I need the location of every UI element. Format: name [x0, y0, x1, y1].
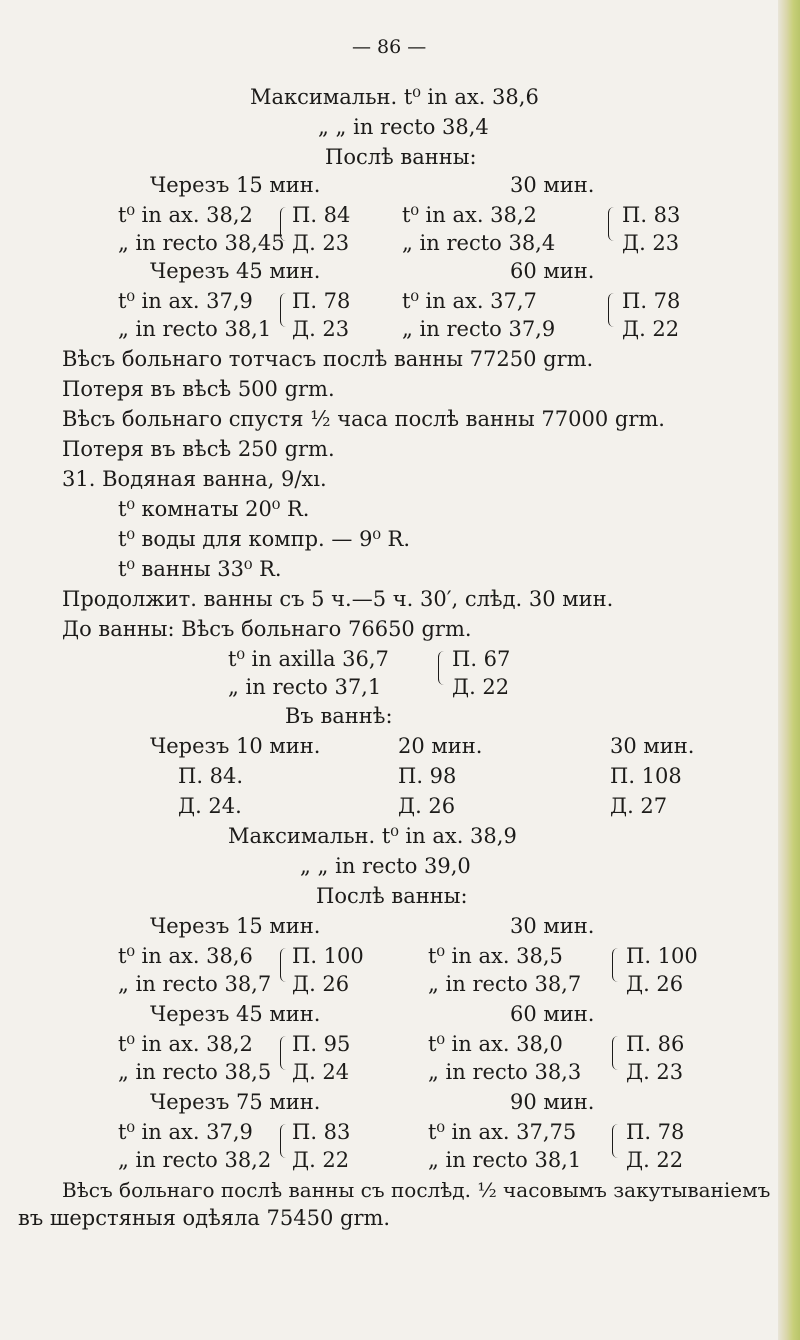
respiration: Д. 26	[626, 972, 684, 996]
text-line: въ шерстяныя одѣяла 75450 grm.	[18, 1206, 391, 1230]
pulse: П. 83	[622, 203, 681, 227]
respiration: Д. 22	[292, 1148, 350, 1172]
respiration: Д. 23	[292, 317, 350, 341]
temp-recto: „ in recto 38,3	[428, 1060, 582, 1084]
pulse: П. 78	[292, 289, 351, 313]
respiration: Д. 24	[292, 1060, 350, 1084]
brace	[608, 207, 614, 241]
col1-heading: Черезъ 15 мин.	[150, 914, 321, 938]
col2-heading: 30 мин.	[510, 914, 595, 938]
pulse: П. 100	[292, 944, 364, 968]
temp-axilla: t⁰ in ах. 38,2	[402, 203, 537, 227]
temp-recto: „ in recto 37,9	[402, 317, 556, 341]
temp-recto: „ in recto 38,45	[118, 231, 285, 255]
in-bath-heading: Въ ваннѣ:	[285, 704, 393, 728]
respiration: Д. 23	[622, 231, 680, 255]
case-heading: 31. Водяная ванна, 9/xı.	[62, 467, 327, 491]
brace	[438, 651, 444, 685]
temp-axilla: t⁰ in ах. 37,75	[428, 1120, 577, 1144]
brace	[612, 1124, 618, 1158]
text-line: Потеря въ вѣсѣ 500 grm.	[62, 377, 335, 401]
temp-recto: „ in recto 38,5	[118, 1060, 272, 1084]
text-line: Вѣсъ больнаго спустя ½ часа послѣ ванны 77000 grm.	[62, 407, 665, 431]
pulse: П. 83	[292, 1120, 351, 1144]
col2-heading: 60 мин.	[510, 259, 595, 283]
temp-recto: „ in recto 37,1	[228, 675, 382, 699]
text-line: Продолжит. ванны съ 5 ч.—5 ч. 30′, слѣд. 30 мин.	[62, 587, 614, 611]
pulse: П. 84.	[178, 764, 244, 788]
pulse: П. 98	[398, 764, 457, 788]
temp-recto: „ in recto 38,1	[118, 317, 272, 341]
pulse: П. 67	[452, 647, 511, 671]
temp-recto: „ in recto 38,7	[118, 972, 272, 996]
temp-recto: „ in recto 38,2	[118, 1148, 272, 1172]
max-temp-axilla: Максимальн. t⁰ in ах. 38,6	[250, 85, 539, 109]
brace	[612, 948, 618, 982]
pulse: П. 100	[626, 944, 698, 968]
brace	[280, 1124, 286, 1158]
max-temp-recto: „ „ in recto 38,4	[318, 115, 489, 139]
temp-axilla: t⁰ in axilla 36,7	[228, 647, 389, 671]
max-temp-recto: „ „ in recto 39,0	[300, 854, 471, 878]
col1-heading: Черезъ 45 мин.	[150, 1002, 321, 1026]
pulse: П. 78	[622, 289, 681, 313]
text-line: t⁰ воды для компр. — 9⁰ R.	[118, 527, 411, 551]
temp-axilla: t⁰ in ах. 38,2	[118, 1032, 253, 1056]
pulse: П. 78	[626, 1120, 685, 1144]
col1-heading: Черезъ 45 мин.	[150, 259, 321, 283]
pulse: П. 84	[292, 203, 351, 227]
pulse: П. 95	[292, 1032, 351, 1056]
respiration: Д. 22	[626, 1148, 684, 1172]
col2-heading: 30 мин.	[510, 173, 595, 197]
pulse: П. 86	[626, 1032, 685, 1056]
temp-axilla: t⁰ in ах. 37,9	[118, 1120, 253, 1144]
col1-heading: Черезъ 75 мин.	[150, 1090, 321, 1114]
text-line: Потеря въ вѣсѣ 250 grm.	[62, 437, 335, 461]
respiration: Д. 26	[398, 794, 456, 818]
col1-heading: Черезъ 15 мин.	[150, 173, 321, 197]
after-bath-heading: Послѣ ванны:	[316, 884, 468, 908]
pulse: П. 108	[610, 764, 682, 788]
col2-heading: 90 мин.	[510, 1090, 595, 1114]
col3-heading: 30 мин.	[610, 734, 695, 758]
text-line: Вѣсъ больнаго послѣ ванны съ послѣд. ½ часовымъ закутываніемъ	[62, 1178, 771, 1202]
respiration: Д. 26	[292, 972, 350, 996]
temp-recto: „ in recto 38,1	[428, 1148, 582, 1172]
col2-heading: 60 мин.	[510, 1002, 595, 1026]
temp-recto: „ in recto 38,7	[428, 972, 582, 996]
max-temp-axilla: Максимальн. t⁰ in ах. 38,9	[228, 824, 517, 848]
brace	[280, 948, 286, 982]
col2-heading: 20 мин.	[398, 734, 483, 758]
page-number: — 86 —	[352, 36, 427, 58]
temp-axilla: t⁰ in ах. 38,0	[428, 1032, 563, 1056]
col1-heading: Черезъ 10 мин.	[150, 734, 321, 758]
temp-axilla: t⁰ in ах. 37,7	[402, 289, 537, 313]
respiration: Д. 23	[292, 231, 350, 255]
text-line: t⁰ комнаты 20⁰ R.	[118, 497, 310, 521]
text-line: До ванны: Вѣсъ больнаго 76650 grm.	[62, 617, 472, 641]
text-line: Вѣсъ больнаго тотчасъ послѣ ванны 77250 grm.	[62, 347, 594, 371]
temp-axilla: t⁰ in ах. 38,6	[118, 944, 253, 968]
brace	[280, 293, 286, 327]
respiration: Д. 24.	[178, 794, 242, 818]
brace	[280, 1036, 286, 1070]
after-bath-heading: Послѣ ванны:	[325, 145, 477, 169]
respiration: Д. 22	[622, 317, 680, 341]
temp-recto: „ in recto 38,4	[402, 231, 556, 255]
respiration: Д. 23	[626, 1060, 684, 1084]
brace	[612, 1036, 618, 1070]
page-edge-shadow	[778, 0, 800, 1340]
respiration: Д. 27	[610, 794, 668, 818]
temp-axilla: t⁰ in ах. 38,5	[428, 944, 563, 968]
respiration: Д. 22	[452, 675, 510, 699]
temp-axilla: t⁰ in ах. 37,9	[118, 289, 253, 313]
brace	[608, 293, 614, 327]
text-line: t⁰ ванны 33⁰ R.	[118, 557, 282, 581]
temp-axilla: t⁰ in ах. 38,2	[118, 203, 253, 227]
